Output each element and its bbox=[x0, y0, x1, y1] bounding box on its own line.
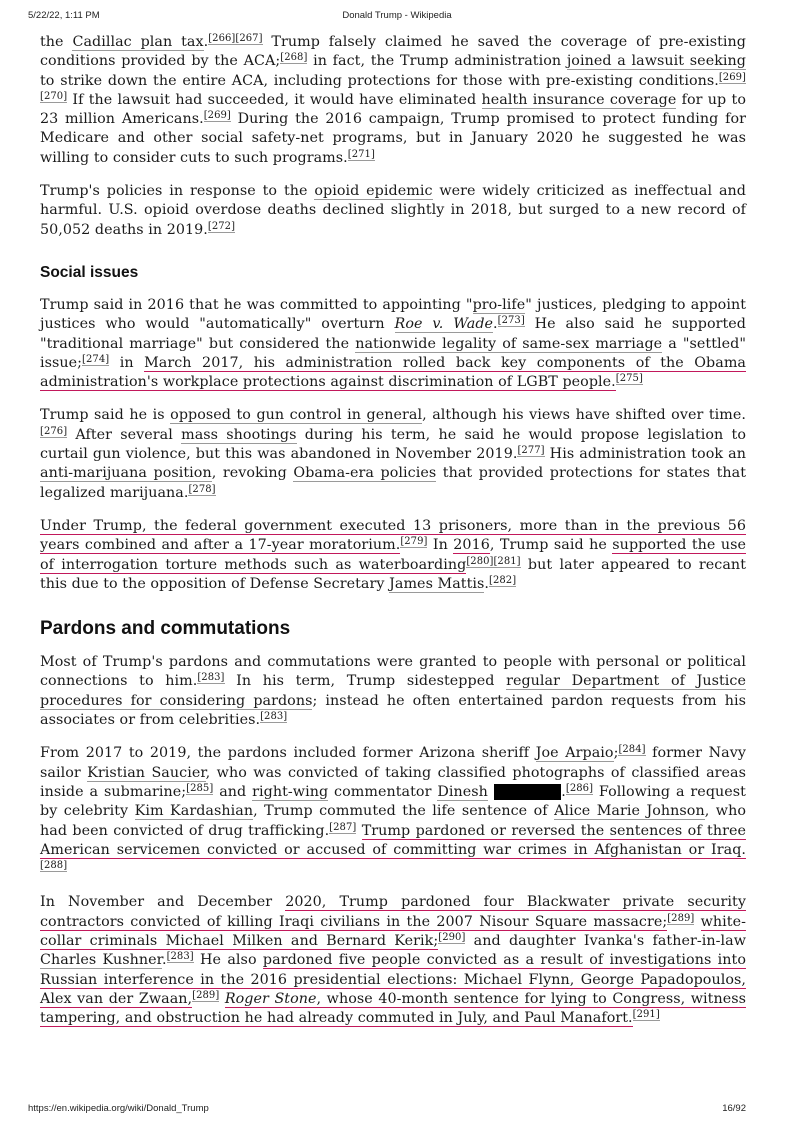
citation[interactable]: [268] bbox=[280, 52, 308, 64]
paragraph-pardons-2020: In November and December 2020, Trump pardoned four Blackwater private security contractors convicted of killing Iraqi civilians in the 2007 Nisour Square massacre;[289] white-collar criminals Michael Milken and Bernard Kerik;[290] and daughter Ivanka's father-in-law Charles Kushner.[283] He also pardoned five people convicted as a result of investigations into Russian interference in the 2016 presidential elections: Michael Flynn, George Papadopoulos, Alex van der Zwaan,[289] Roger Stone, whose 40-month sentence for lying to Congress, witness tampering, and obstruction he had already commuted in July, and Paul Manafort.[291] bbox=[40, 894, 746, 1027]
marked-text-milken-kerik: white-collar criminals Michael Milken and Bernard Kerik; bbox=[40, 913, 746, 949]
citation[interactable]: [269] bbox=[718, 71, 746, 83]
print-date: 5/22/22, 1:11 PM bbox=[28, 10, 100, 21]
citation[interactable]: [277] bbox=[517, 445, 545, 457]
article-content bbox=[40, 33, 746, 1042]
redaction-box: D'Souza bbox=[494, 784, 561, 800]
citation[interactable]: [266] bbox=[208, 33, 236, 44]
citation[interactable]: [284] bbox=[618, 744, 646, 756]
print-footer bbox=[28, 1098, 766, 1114]
marked-text-executions: Under Trump, the federal government executed 13 prisoners, more than in the previous 56 years combined and after a 17-year moratorium. bbox=[40, 517, 746, 554]
citation[interactable]: [281] bbox=[493, 555, 521, 567]
citation[interactable]: [283] bbox=[197, 672, 225, 684]
citation[interactable]: [271] bbox=[347, 148, 375, 160]
marked-text-russia-pardons: pardoned five people convicted as a result of investigations into Russian interference in the 2016 presidential elections: Michael Flynn, George Papadopoulos, Alex van der Zwaan, bbox=[40, 952, 746, 1007]
print-header bbox=[28, 10, 766, 26]
marked-text-war-crimes: Trump pardoned or reversed the sentences of three American servicemen convicted or accused of committing war crimes in Afghanistan or Iraq. bbox=[40, 822, 746, 858]
heading-pardons: Pardons and commutations bbox=[40, 618, 291, 640]
citation[interactable]: [276] bbox=[40, 425, 68, 437]
paragraph-opioid: Trump's policies in response to the opioid epidemic were widely criticized as ineffectual and harmful. U.S. opioid overdose deaths declined slightly in 2018, but surged to a new record of 50,052 deaths in 2019.[272] bbox=[40, 183, 746, 238]
citation[interactable]: [290] bbox=[438, 931, 466, 943]
citation[interactable]: [289] bbox=[667, 912, 695, 924]
link-kristian-saucier[interactable]: Kristian Saucier bbox=[87, 764, 206, 781]
citation[interactable]: [273] bbox=[497, 315, 525, 327]
paragraph-social-1: Trump said in 2016 that he was committed to appointing "pro-life" justices, pledging to appoint justices who would "automatically" overturn Roe v. Wade.[273] He also said he supported "traditional marriage" but considered the nationwide legality of same-sex marriage a "settled" issue;[274] in March 2017, his administration rolled back key components of the Obama administration's workplace protections against discrimination of LGBT people.[275] bbox=[40, 296, 747, 391]
link-right-wing[interactable]: right-wing bbox=[252, 783, 329, 800]
citation[interactable]: [270] bbox=[40, 90, 68, 102]
citation[interactable]: [280] bbox=[466, 555, 494, 567]
link-opioid-epidemic[interactable]: opioid epidemic bbox=[314, 183, 433, 200]
citation[interactable]: [287] bbox=[329, 821, 357, 833]
link-kim-kardashian[interactable]: Kim Kardashian bbox=[134, 803, 254, 820]
paragraph-pardons-intro: Most of Trump's pardons and commutations were granted to people with personal or political connections to him.[283] In his term, Trump sidestepped regular Department of Justice procedures for considering pardons; instead he often entertained pardon requests from his associates or from celebrities.[283] bbox=[40, 654, 746, 729]
citation[interactable]: [291] bbox=[632, 1009, 660, 1021]
citation[interactable]: [278] bbox=[188, 483, 216, 495]
citation[interactable]: [269] bbox=[203, 110, 231, 122]
link-doj-procedures[interactable]: regular Department of Justice procedures for considering pardons bbox=[40, 673, 746, 709]
link-obama-era-policies[interactable]: Obama-era policies bbox=[293, 465, 437, 482]
link-joe-arpaio[interactable]: Joe Arpaio bbox=[535, 745, 614, 762]
marked-text-lgbt: March 2017, his administration rolled back key components of the Obama administration's workplace protections against discrimination of LGBT people. bbox=[40, 354, 746, 391]
paragraph-pardons-2017-2019: From 2017 to 2019, the pardons included former Arizona sheriff Joe Arpaio;[284] former Navy sailor Kristian Saucier, who was convicted of taking classified photographs of classified areas inside a submarine;[285] and right-wing commentator Dinesh D'Souza .[286] Following a request by celebrity Kim Kardashian, Trump commuted the life sentence of Alice Marie Johnson, who had been convicted of drug trafficking.[287] Trump pardoned or reversed the sentences of three American servicemen convicted or accused of committing war crimes in Afghanistan or Iraq.[288] bbox=[40, 744, 746, 872]
paragraph-executions: Under Trump, the federal government executed 13 prisoners, more than in the previous 56 years combined and after a 17-year moratorium.[279] In 2016, Trump said he supported the use of interrogation torture methods such as waterboarding[280][281] but later appeared to recant this due to the opposition of Defense Secretary James Mattis.[282] bbox=[40, 517, 746, 592]
marked-text-blackwater: 2020, Trump pardoned four Blackwater private security contractors convicted of killing Iraqi civilians in the 2007 Nisour Square massacre; bbox=[40, 894, 746, 930]
marked-text-roger-stone: Roger Stone bbox=[224, 990, 317, 1007]
paragraph-health-care: the Cadillac plan tax.[266][267] Trump falsely claimed he saved the coverage of pre-existing conditions provided by the ACA;[268] in fact, the Trump administration joined a lawsuit seeking to strike down the entire ACA, including protections for those with pre-existing conditions.[269][270] If the lawsuit had succeeded, it would have eliminated health insurance coverage for up to 23 million Americans.[269] During the 2016 campaign, Trump promised to protect funding for Medicare and other social safety-net programs, but in January 2020 he suggested he was willing to consider cuts to such programs.[271] bbox=[40, 33, 746, 166]
citation[interactable]: [283] bbox=[166, 951, 194, 963]
link-charles-kushner[interactable]: Charles Kushner bbox=[40, 952, 162, 969]
link-alice-marie-johnson[interactable]: Alice Marie Johnson bbox=[554, 803, 705, 820]
citation[interactable]: [279] bbox=[400, 536, 428, 548]
link-joined-lawsuit[interactable]: joined a lawsuit seeking bbox=[566, 53, 746, 70]
link-anti-marijuana[interactable]: anti-marijuana position bbox=[40, 465, 212, 482]
marked-text-2016: 2016 bbox=[453, 537, 490, 554]
heading-social-issues: Social issues bbox=[40, 263, 139, 281]
citation[interactable]: [267] bbox=[235, 33, 263, 44]
link-gun-control[interactable]: opposed to gun control in general bbox=[170, 407, 423, 424]
citation[interactable]: [283] bbox=[260, 711, 288, 723]
link-dinesh[interactable]: Dinesh bbox=[437, 783, 488, 800]
print-url: https://en.wikipedia.org/wiki/Donald_Trump bbox=[28, 1103, 209, 1114]
marked-text-manafort: , whose 40-month sentence for lying to Congress, witness tampering, and obstruction he had already commuted in July, and Paul Manafort. bbox=[40, 990, 746, 1027]
citation[interactable]: [274] bbox=[82, 353, 110, 365]
link-mass-shootings[interactable]: mass shootings bbox=[181, 426, 297, 443]
citation[interactable]: [286] bbox=[565, 782, 594, 794]
link-health-insurance-coverage[interactable]: health insurance coverage bbox=[481, 91, 677, 108]
print-page-title: Donald Trump - Wikipedia bbox=[342, 10, 452, 21]
citation[interactable]: [288] bbox=[40, 860, 68, 872]
link-pro-life[interactable]: pro-life bbox=[472, 296, 526, 313]
marked-text-waterboarding: supported the use of interrogation torture methods such as waterboarding bbox=[40, 537, 746, 573]
link-same-sex-marriage[interactable]: nationwide legality of same-sex marriage bbox=[355, 335, 663, 352]
print-page-number: 16/92 bbox=[722, 1103, 746, 1114]
paragraph-gun-control: Trump said he is opposed to gun control in general, although his views have shifted over time.[276] After several mass shootings during his term, he said he would propose legislation to curtail gun violence, but this was abandoned in November 2019.[277] His administration took an anti-marijuana position, revoking Obama-era policies that provided protections for states that legalized marijuana.[278] bbox=[40, 407, 747, 501]
citation[interactable]: [285] bbox=[186, 782, 214, 794]
citation[interactable]: [282] bbox=[489, 574, 517, 586]
link-roe-v-wade[interactable]: Roe v. Wade bbox=[394, 316, 494, 333]
citation[interactable]: [272] bbox=[207, 220, 236, 232]
citation[interactable]: [275] bbox=[615, 373, 643, 385]
link-james-mattis[interactable]: James Mattis bbox=[389, 575, 485, 592]
link-cadillac-plan-tax[interactable]: Cadillac plan tax bbox=[72, 34, 204, 50]
citation[interactable]: [289] bbox=[192, 989, 220, 1001]
